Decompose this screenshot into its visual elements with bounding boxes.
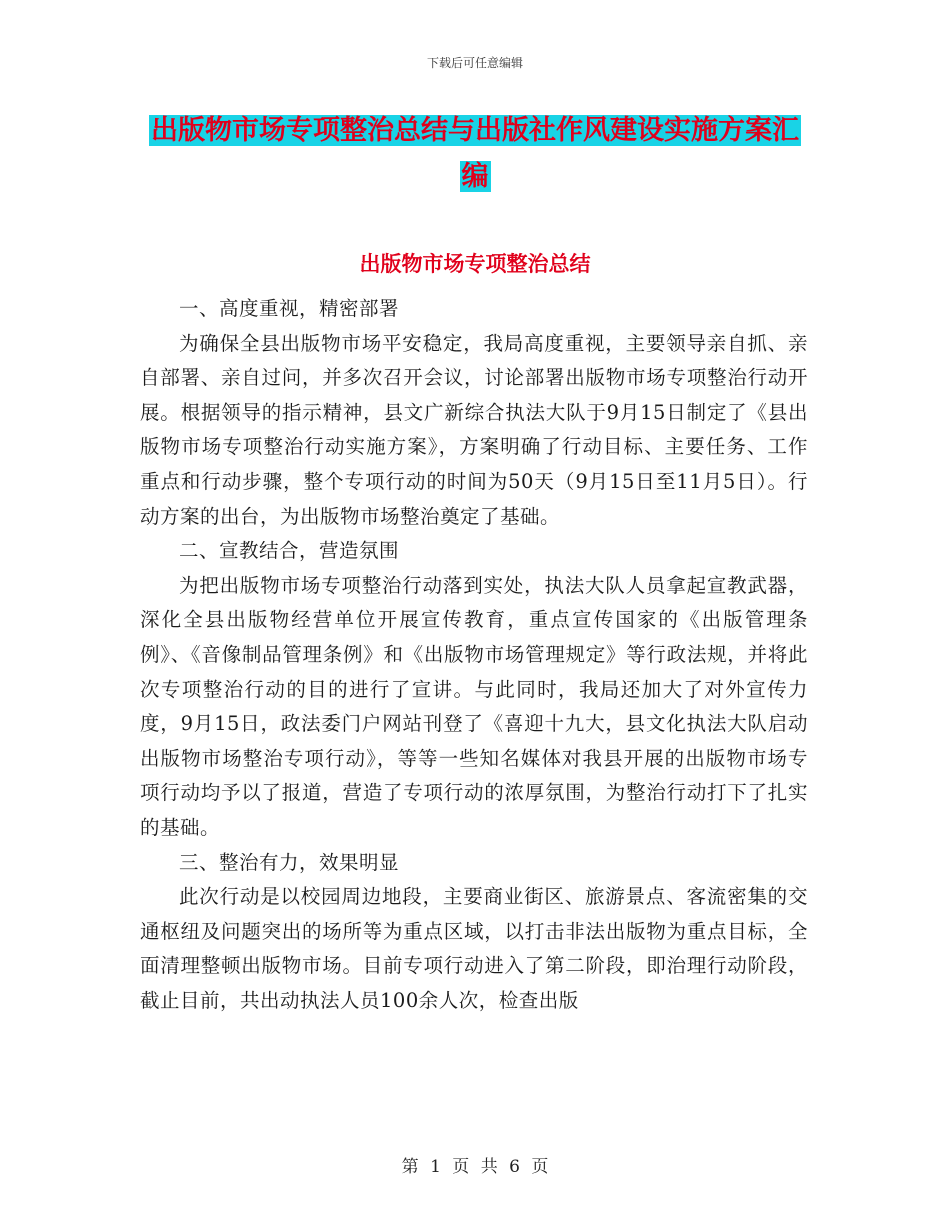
document-title-text: 出版物市场专项整治总结与出版社作风建设实施方案汇编 [151, 115, 799, 192]
paragraph-1: 为确保全县出版物市场平安稳定，我局高度重视，主要领导亲自抓、亲自部署、亲自过问，并多次召开会议，讨论部署出版物市场专项整治行动开展。根据领导的指示精神，县文广新综合执法大队于9月15日制定了《县出版物市场专项整治行动实施方案》，方案明确了行动目标、主要任务、工作重点和行动步骤，整个专项行动的时间为50天（9月15日至11月5日）。行动方案的出台，为出版物市场整治奠定了基础。 [140, 331, 808, 528]
heading-1: 一、高度重视，精密部署 [179, 297, 400, 320]
paragraph-2: 为把出版物市场专项整治行动落到实处，执法大队人员拿起宣教武器，深化全县出版物经营单位开展宣传教育，重点宣传国家的《出版管理条例》、《音像制品管理条例》和《出版物市场管理规定》等行政法规，并将此次专项整治行动的目的进行了宣讲。与此同时，我局还加大了对外宣传力度，9月15日，政法委门户网站刊登了《喜迎十九大，县文化执法大队启动出版物市场整治专项行动》，等等一些知名媒体对我县开展的出版物市场专项行动均予以了报道，营造了专项行动的浓厚氛围，为整治行动打下了扎实的基础。 [140, 573, 808, 839]
document-body [140, 292, 808, 1018]
page-footer: 第 1 页 共 6 页 [401, 1157, 549, 1177]
heading-3: 三、整治有力，效果明显 [179, 850, 400, 874]
section-title: 出版物市场专项整治总结 [359, 252, 591, 276]
page-header-note: 下载后可任意编辑 [426, 56, 523, 70]
paragraph-3: 此次行动是以校园周边地段，主要商业街区、旅游景点、客流密集的交通枢纽及问题突出的场所等为重点区域，以打击非法出版物为重点目标，全面清理整顿出版物市场。目前专项行动进入了第二阶段，即治理行动阶段，截止目前，共出动执法人员100余人次，检查出版 [140, 885, 808, 1012]
heading-2: 二、宣教结合，营造氛围 [179, 539, 400, 563]
document-title [140, 108, 810, 200]
